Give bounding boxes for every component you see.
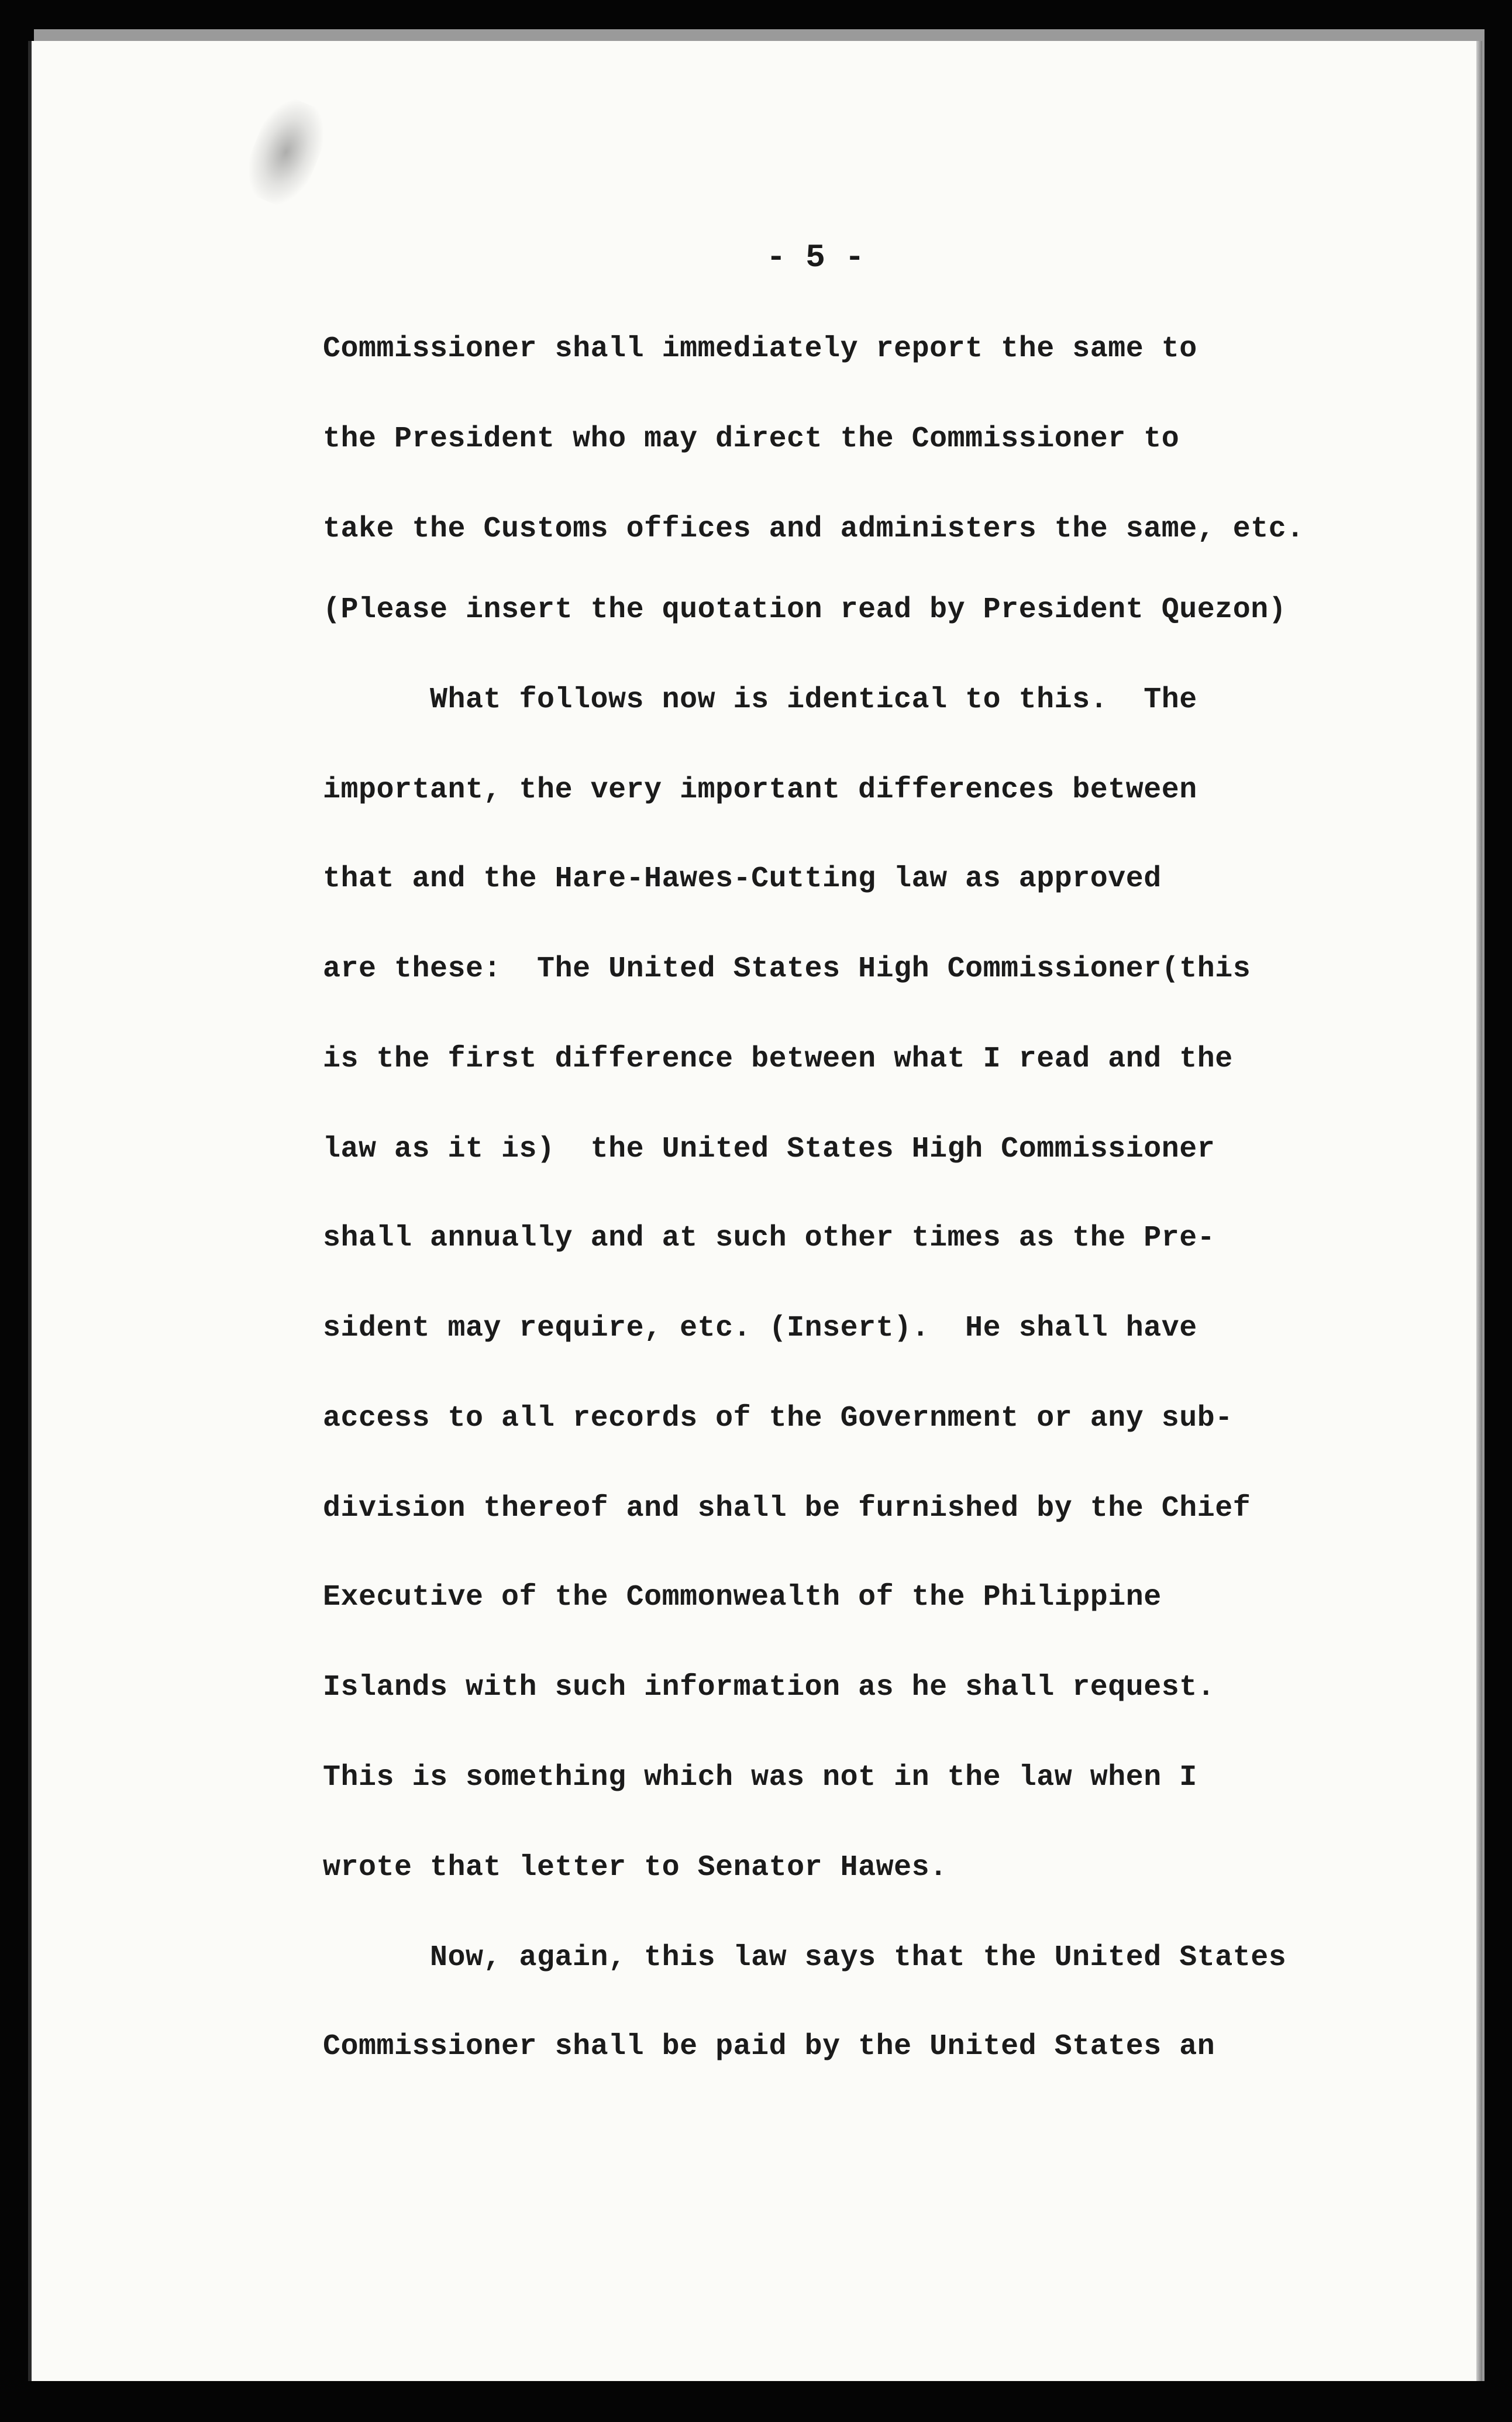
page-number: - 5 - <box>766 239 865 276</box>
text-line: is the first difference between what I read and the <box>323 1043 1233 1076</box>
text-line: important, the very important differences between <box>323 773 1197 807</box>
page-edge <box>1476 41 1482 2381</box>
text-line: Islands with such information as he shall request. <box>323 1671 1215 1704</box>
text-line: Commissioner shall be paid by the United States an <box>323 2030 1215 2063</box>
text-line: This is something which was not in the law when I <box>323 1761 1197 1794</box>
text-line: law as it is) the United States High Commissioner <box>323 1133 1215 1166</box>
ink-smudge <box>236 91 335 213</box>
text-line: Executive of the Commonwealth of the Philippine <box>323 1581 1162 1614</box>
text-line: take the Customs offices and administers the same, etc. <box>323 512 1304 546</box>
text-line: are these: The United States High Commissioner(this <box>323 952 1251 986</box>
text-line: wrote that letter to Senator Hawes. <box>323 1851 948 1884</box>
text-line: that and the Hare-Hawes-Cutting law as approved <box>323 862 1162 896</box>
paragraph-start-line: Now, again, this law says that the United States <box>430 1941 1287 1974</box>
text-line: division thereof and shall be furnished by the Chief <box>323 1492 1251 1525</box>
text-line: access to all records of the Government or any sub- <box>323 1402 1233 1435</box>
text-line: sident may require, etc. (Insert). He shall have <box>323 1312 1197 1345</box>
text-line: shall annually and at such other times as the Pre- <box>323 1222 1215 1255</box>
text-line: the President who may direct the Commissioner to <box>323 422 1180 456</box>
text-line: Commissioner shall immediately report the same to <box>323 332 1197 366</box>
text-line: (Please insert the quotation read by President Quezon) <box>323 593 1287 627</box>
paragraph-start-line: What follows now is identical to this. The <box>430 683 1197 717</box>
